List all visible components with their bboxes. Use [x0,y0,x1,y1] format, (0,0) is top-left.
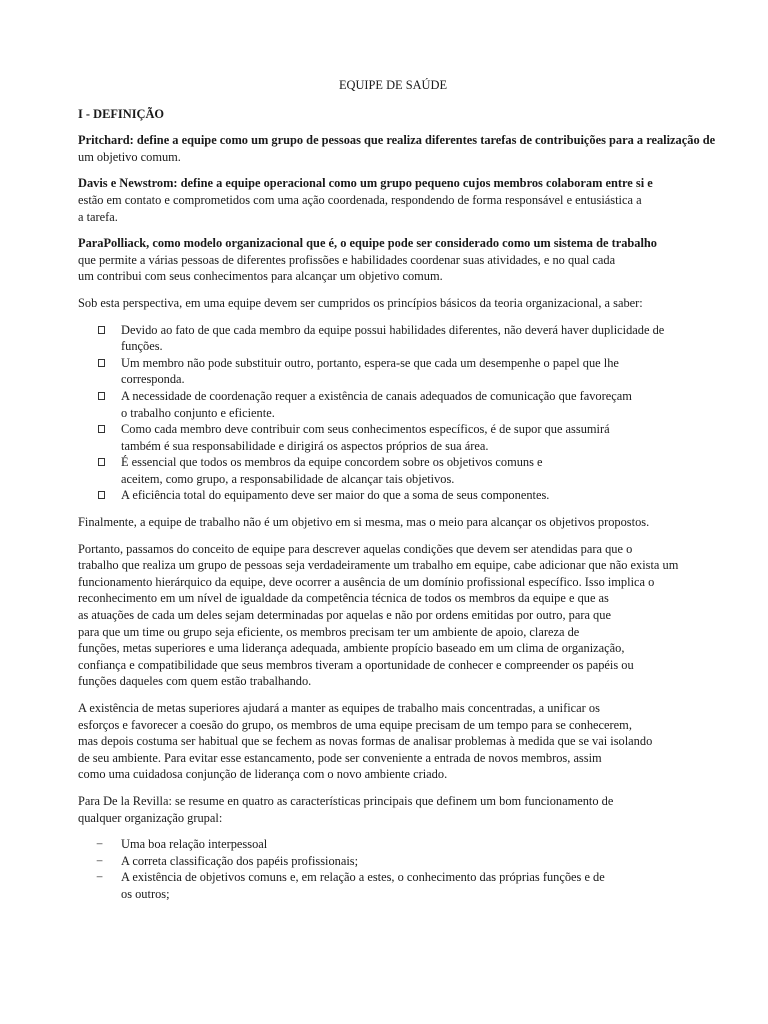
checkbox-bullet-icon [98,392,105,400]
definition-line: estão em contato e comprometidos com uma ação coordenada, respondendo de forma responsável e entusiástica a [78,192,642,207]
list-item-line: também é sua responsabilidade e dirigirá os aspectos próprios de sua área. [121,438,489,453]
paragraph-line: de seu ambiente. Para evitar esse estancamento, pode ser conveniente a entrada de novos membros, assim [78,750,602,765]
checkbox-bullet-icon [98,359,105,367]
paragraph-line: as atuações de cada um deles sejam determinadas por aquelas e não por ordens emitidas por outro, para que [78,608,611,623]
section-heading: I - DEFINIÇÃO [78,106,165,121]
list-item-line: Devido ao fato de que cada membro da equipe possui habilidades diferentes, não deverá haver duplicidade de [121,322,665,337]
dash-bullet: − [96,853,103,868]
definition-polliack [78,235,768,285]
paragraph-line: funções, metas superiores e uma liderança adequada, ambiente propício baseado em um clima de organização, [78,641,625,656]
paragraph-line: qualquer organização grupal: [78,810,223,825]
list-item [78,421,768,454]
list-item-line: A eficiência total do equipamento deve ser maior do que a soma de seus componentes. [121,488,550,503]
definition-line: que permite a várias pessoas de diferentes profissões e habilidades coordenar suas atividades, e no qual cada [78,252,616,267]
checkbox-bullet-icon [98,425,105,433]
paragraph-line: Para De la Revilla: se resume en quatro as características principais que definem um bom funcionamento de [78,793,614,808]
paragraph-line: funções daqueles com quem estão trabalhando. [78,674,312,689]
list-item-line: corresponda. [121,372,185,387]
document-title: EQUIPE DE SAÚDE [338,78,448,92]
list-item-line: A necessidade de coordenação requer a existência de canais adequados de comunicação que favoreçam [121,388,632,403]
definition-davis-newstrom [78,175,768,225]
list-item-line: É essencial que todos os membros da equipe concordem sobre os objetivos comuns e [121,455,543,470]
list-item [78,836,768,853]
list-item-line: funções. [121,339,163,354]
definition-pritchard [78,132,768,165]
principles-list [78,322,768,505]
list-item [78,853,768,870]
list-item-line: Um membro não pode substituir outro, portanto, espera-se que cada um desempenhe o papel que lhe [121,355,619,370]
paragraph-line: confiança e compatibilidade que seus membros tiveram a oportunidade de conhecer e compreender os papéis ou [78,657,634,672]
list-item [78,487,768,504]
definition-line: a tarefa. [78,209,118,224]
paragraph-metas [78,700,768,783]
paragraph-revilla [78,793,768,826]
definition-line: um objetivo comum. [78,149,181,164]
principles-intro: Sob esta perspectiva, em uma equipe devem ser cumpridos os princípios básicos da teoria organizacional, a saber: [78,295,643,310]
list-item [78,355,768,388]
paragraph-line: reconhecimento em um nível de igualdade da competência técnica de todos os membros da equipe e que as [78,591,609,606]
list-item-line: Como cada membro deve contribuir com seus conhecimentos específicos, é de supor que assumirá [121,422,610,437]
document-body [78,77,768,913]
paragraph-line: esforços e favorecer a coesão do grupo, os membros de uma equipe precisam de um tempo para se conhecerem, [78,717,632,732]
paragraph-finalmente: Finalmente, a equipe de trabalho não é um objetivo em si mesma, mas o meio para alcançar os objetivos propostos. [78,515,650,530]
list-item-line: aceitem, como grupo, a responsabilidade de alcançar tais objetivos. [121,471,455,486]
paragraph-line: trabalho que realiza um grupo de pessoas seja verdadeiramente um trabalho em equipe, cabe adicionar que não exista um [78,558,679,573]
checkbox-bullet-icon [98,326,105,334]
list-item [78,388,768,421]
paragraph-line: mas depois costuma ser habitual que se fechem as novas formas de analisar problemas à medida que se vai isolando [78,734,653,749]
list-item [78,322,768,355]
dash-bullet: − [96,837,103,852]
list-item-line: A correta classificação dos papéis profissionais; [121,853,359,868]
paragraph-line: para que um time ou grupo seja eficiente, os membros precisam ter um ambiente de apoio, clareza de [78,624,580,639]
list-item-line: o trabalho conjunto e eficiente. [121,405,275,420]
list-item-line: Uma boa relação interpessoal [121,837,268,852]
checkbox-bullet-icon [98,491,105,499]
dash-bullet: − [96,870,103,885]
paragraph-line: A existência de metas superiores ajudará a manter as equipes de trabalho mais concentradas, a unificar os [78,701,600,715]
list-item [78,454,768,487]
definition-line: um contribui com seus conhecimentos para alcançar um objetivo comum. [78,269,443,284]
definition-line: Davis e Newstrom: define a equipe operacional como um grupo pequeno cujos membros colaboram entre si e [78,176,653,191]
paragraph-line: Portanto, passamos do conceito de equipe para descrever aquelas condições que devem ser atendidas para que o [78,541,633,556]
list-item-line: A existência de objetivos comuns e, em relação a estes, o conhecimento das próprias funções e de [121,870,605,885]
paragraph-portanto [78,541,768,690]
definition-line: Pritchard: define a equipe como um grupo de pessoas que realiza diferentes tarefas de contribuições para a realização de [78,133,716,148]
paragraph-line: como uma cuidadosa conjunção de liderança com o novo ambiente criado. [78,767,448,782]
paragraph-line: funcionamento hierárquico da equipe, deve ocorrer a ausência de um domínio profissional específico. Isso implica o [78,574,655,589]
list-item-line: os outros; [121,886,170,901]
checkbox-bullet-icon [98,458,105,466]
definition-line: ParaPolliack, como modelo organizacional que é, o equipe pode ser considerado como um sistema de trabalho [78,236,658,251]
list-item [78,869,768,902]
characteristics-list [78,836,768,902]
